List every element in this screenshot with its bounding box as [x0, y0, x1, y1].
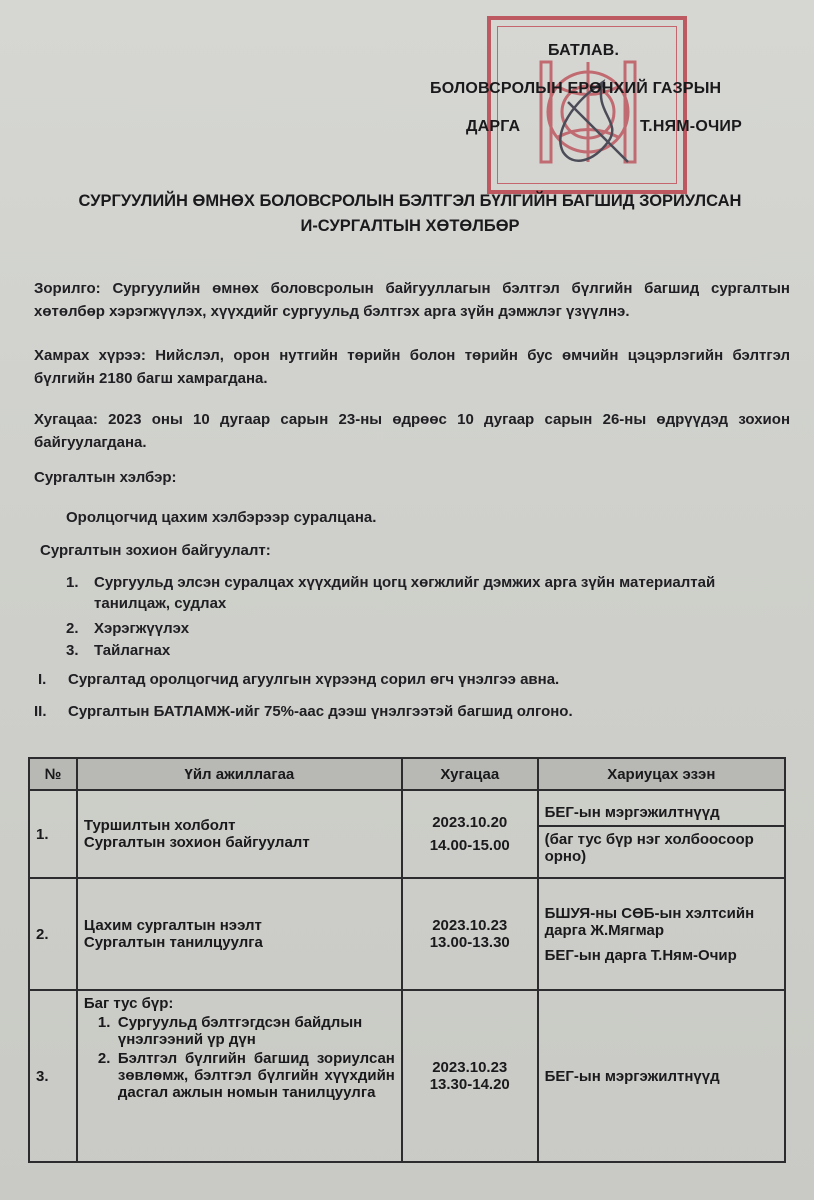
- row-date: 2023.10.20 14.00-15.00: [402, 790, 538, 878]
- document-title-line-2: И-СУРГАЛТЫН ХӨТӨЛБӨР: [300, 217, 520, 235]
- header-number: №: [29, 758, 77, 790]
- duration-paragraph: [34, 408, 790, 454]
- list-item: I. Сургалтад оролцогчид агуулгын хүрээнд сорил өгч үнэлгээ авна.: [38, 671, 560, 688]
- row-number: 3.: [29, 990, 77, 1162]
- seal-emblem-icon: [533, 42, 643, 182]
- goal-label: Зорилго:: [34, 280, 101, 297]
- list-item: 1. Сургуульд бэлтгэгдсэн байдлын үнэлгээний үр дүн: [97, 1014, 363, 1048]
- row-owner: БЕГ-ын мэргэжилтнүүд: [538, 990, 785, 1162]
- approval-organization: БОЛОВСРОЛЫН ЕРӨНХИЙ ГАЗРЫН: [430, 80, 722, 97]
- goal-text: Сургуулийн өмнөх боловсролын байгууллагын бэлтгэл бүлгийн багшид сургалтын хөтөлбөр хэрэгжүүлэх, хүүхдийг сургуульд бэлтгэх арга зүйн дэмжлэг үзүүлнэ.: [34, 280, 790, 320]
- row-date: 2023.10.23 13.30-14.20: [402, 990, 538, 1162]
- coverage-label: Хамрах хүрээ:: [34, 347, 146, 364]
- table-row: [29, 790, 785, 878]
- duration-label: Хугацаа:: [34, 411, 98, 428]
- list-item: 1. Сургуульд элсэн суралцах хүүхдийн цогц хөгжлийг дэмжих арга зүйн материалтай танилцаж, судлах: [66, 574, 716, 612]
- header-owner: Хариуцах эзэн: [538, 758, 785, 790]
- row-activity: Баг тус бүр: 1. Сургуульд бэлтгэгдсэн байдлын үнэлгээний үр дүн 2. Бэлтгэл бүлгийн багшид зориулсан зөвлөмж, бэлтгэл бүлгийн хүүхдийн дасгал ажлын номын танилцуулга: [77, 990, 402, 1162]
- list-item: 3. Тайлагнах: [66, 642, 171, 659]
- header-date: Хугацаа: [402, 758, 538, 790]
- goal-paragraph: [34, 277, 790, 323]
- approval-signature-line: [466, 118, 742, 136]
- approval-title: БАТЛАВ.: [548, 42, 620, 59]
- row-owner: БШУЯ-ны СӨБ-ын хэлтсийн дарга Ж.Мягмар БЕГ-ын дарга Т.Ням-Очир: [538, 878, 785, 990]
- table-row: [29, 878, 785, 990]
- cell-divider: [539, 825, 784, 827]
- activity-sublist: [98, 1014, 395, 1101]
- list-item: 2. Хэрэгжүүлэх: [66, 620, 190, 637]
- document-title-line-1: СУРГУУЛИЙН ӨМНӨХ БОЛОВСРОЛЫН БЭЛТГЭЛ БҮЛГИЙН БАГШИД ЗОРИУЛСАН: [78, 192, 742, 210]
- approval-name: Т.НЯМ-ОЧИР: [640, 118, 742, 135]
- organization-label: Сургалтын зохион байгуулалт:: [40, 542, 271, 559]
- format-label: Сургалтын хэлбэр:: [34, 469, 177, 486]
- list-item: 2. Бэлтгэл бүлгийн багшид зориулсан зөвлөмж, бэлтгэл бүлгийн хүүхдийн дасгал ажлын номын танилцуулга: [97, 1050, 395, 1101]
- table-row: [29, 990, 785, 1162]
- row-number: 2.: [29, 878, 77, 990]
- table-header-row: [29, 758, 785, 790]
- approval-position: ДАРГА: [466, 118, 521, 135]
- row-number: 1.: [29, 790, 77, 878]
- row-date: 2023.10.23 13.00-13.30: [402, 878, 538, 990]
- schedule-table: [28, 757, 786, 1163]
- format-text: Оролцогчид цахим хэлбэрээр суралцана.: [66, 509, 377, 526]
- coverage-paragraph: [34, 344, 790, 390]
- list-item: II. Сургалтын БАТЛАМЖ-ийг 75%-аас дээш үнэлгээтэй багшид олгоно.: [34, 703, 573, 720]
- header-activity: Үйл ажиллагаа: [77, 758, 402, 790]
- duration-text: 2023 оны 10 дугаар сарын 23-ны өдрөөс 10 дугаар сарын 26-ны өдрүүдэд зохион байгуулагдана.: [34, 411, 791, 451]
- row-activity: Туршилтын холболт Сургалтын зохион байгуулалт: [77, 790, 402, 878]
- coverage-text: Нийслэл, орон нутгийн төрийн болон төрийн бус өмчийн цэцэрлэгийн бэлтгэл бүлгийн 2180 багш хамрагдана.: [34, 347, 791, 387]
- row-activity: Цахим сургалтын нээлт Сургалтын танилцуулга: [77, 878, 402, 990]
- row-owner: БЕГ-ын мэргэжилтнүүд (баг тус бүр нэг холбоосоор орно): [538, 790, 785, 878]
